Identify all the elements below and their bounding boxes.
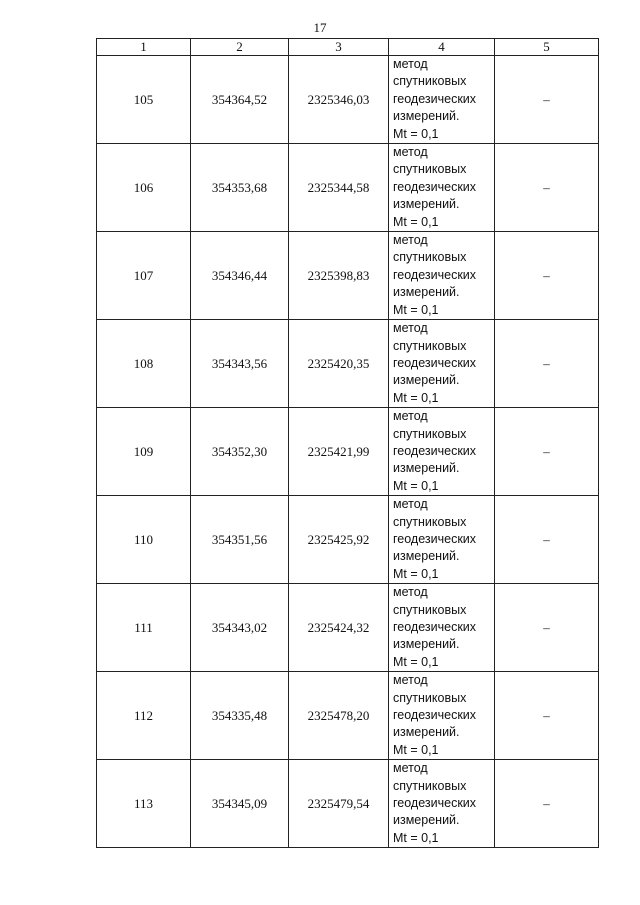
note-cell: – xyxy=(495,496,599,584)
method-line: спутниковых xyxy=(393,690,467,705)
method-cell xyxy=(389,584,495,672)
method-line: измерений. xyxy=(393,813,460,828)
method-line: измерений. xyxy=(393,109,460,124)
x-coordinate-cell: 354364,52 xyxy=(191,56,289,144)
method-cell xyxy=(389,144,495,232)
method-line: метод xyxy=(393,673,428,688)
table-body xyxy=(97,56,599,848)
x-coordinate-cell: 354345,09 xyxy=(191,760,289,848)
table-row xyxy=(97,56,599,144)
method-line: метод xyxy=(393,321,428,336)
column-header-2: 2 xyxy=(191,39,289,56)
method-line: Mt = 0,1 xyxy=(393,830,439,845)
note-cell: – xyxy=(495,408,599,496)
method-line: геодезических xyxy=(393,91,477,106)
column-header-4: 4 xyxy=(389,39,495,56)
method-line: геодезических xyxy=(393,179,477,194)
x-coordinate-cell: 354335,48 xyxy=(191,672,289,760)
table-row xyxy=(97,144,599,232)
method-line: спутниковых xyxy=(393,602,467,617)
column-header-3: 3 xyxy=(289,39,389,56)
method-line: спутниковых xyxy=(393,338,467,353)
point-number-cell: 109 xyxy=(97,408,191,496)
y-coordinate-cell: 2325478,20 xyxy=(289,672,389,760)
point-number-cell: 113 xyxy=(97,760,191,848)
method-line: Mt = 0,1 xyxy=(393,390,439,405)
coordinates-table xyxy=(96,38,599,848)
table-row xyxy=(97,672,599,760)
table-row xyxy=(97,496,599,584)
method-line: Mt = 0,1 xyxy=(393,214,439,229)
method-line: метод xyxy=(393,57,428,71)
table-row xyxy=(97,760,599,848)
point-number-cell: 107 xyxy=(97,232,191,320)
method-line: геодезических xyxy=(393,443,477,458)
method-line: геодезических xyxy=(393,355,477,370)
table-row xyxy=(97,232,599,320)
y-coordinate-cell: 2325420,35 xyxy=(289,320,389,408)
method-line: геодезических xyxy=(393,620,477,634)
method-line: Mt = 0,1 xyxy=(393,654,439,669)
header-row xyxy=(97,39,599,56)
method-line: метод xyxy=(393,233,428,248)
y-coordinate-cell: 2325398,83 xyxy=(289,232,389,320)
method-cell xyxy=(389,408,495,496)
y-coordinate-cell: 2325421,99 xyxy=(289,408,389,496)
note-cell: – xyxy=(495,320,599,408)
method-line: измерений. xyxy=(393,461,460,476)
table-row xyxy=(97,584,599,672)
method-line: метод xyxy=(393,585,428,600)
method-line: спутниковых xyxy=(393,426,467,441)
note-cell: – xyxy=(495,144,599,232)
method-line: спутниковых xyxy=(393,74,467,89)
point-number-cell: 111 xyxy=(97,584,191,672)
method-line: измерений. xyxy=(393,285,460,300)
table-row xyxy=(97,320,599,408)
method-cell xyxy=(389,56,495,144)
method-line: геодезических xyxy=(393,796,477,811)
note-cell: – xyxy=(495,232,599,320)
point-number-cell: 105 xyxy=(97,56,191,144)
y-coordinate-cell: 2325425,92 xyxy=(289,496,389,584)
method-line: Mt = 0,1 xyxy=(393,566,439,581)
method-line: измерений. xyxy=(393,373,460,388)
method-line: Mt = 0,1 xyxy=(393,126,439,141)
x-coordinate-cell: 354346,44 xyxy=(191,232,289,320)
method-line: Mt = 0,1 xyxy=(393,302,439,317)
method-cell xyxy=(389,760,495,848)
method-line: измерений. xyxy=(393,637,460,652)
point-number-cell: 112 xyxy=(97,672,191,760)
method-line: геодезических xyxy=(393,267,477,282)
method-line: геодезических xyxy=(393,531,477,546)
method-line: спутниковых xyxy=(393,250,467,265)
y-coordinate-cell: 2325424,32 xyxy=(289,584,389,672)
method-line: спутниковых xyxy=(393,514,467,529)
x-coordinate-cell: 354351,56 xyxy=(191,496,289,584)
point-number-cell: 110 xyxy=(97,496,191,584)
table-row xyxy=(97,408,599,496)
method-line: измерений. xyxy=(393,197,460,212)
note-cell: – xyxy=(495,584,599,672)
method-line: спутниковых xyxy=(393,778,467,793)
method-line: метод xyxy=(393,497,428,512)
y-coordinate-cell: 2325344,58 xyxy=(289,144,389,232)
x-coordinate-cell: 354343,02 xyxy=(191,584,289,672)
note-cell: – xyxy=(495,760,599,848)
point-number-cell: 106 xyxy=(97,144,191,232)
method-line: метод xyxy=(393,409,428,424)
note-cell: – xyxy=(495,56,599,144)
x-coordinate-cell: 354353,68 xyxy=(191,144,289,232)
method-line: метод xyxy=(393,761,428,776)
method-cell xyxy=(389,232,495,320)
y-coordinate-cell: 2325346,03 xyxy=(289,56,389,144)
point-number-cell: 108 xyxy=(97,320,191,408)
x-coordinate-cell: 354343,56 xyxy=(191,320,289,408)
page-number: 17 xyxy=(313,20,327,35)
method-line: измерений. xyxy=(393,725,460,740)
method-line: Mt = 0,1 xyxy=(393,742,439,757)
method-cell xyxy=(389,320,495,408)
method-line: метод xyxy=(393,145,428,160)
method-cell xyxy=(389,672,495,760)
x-coordinate-cell: 354352,30 xyxy=(191,408,289,496)
y-coordinate-cell: 2325479,54 xyxy=(289,760,389,848)
method-cell xyxy=(389,496,495,584)
column-header-5: 5 xyxy=(495,39,599,56)
column-header-1: 1 xyxy=(97,39,191,56)
method-line: спутниковых xyxy=(393,162,467,177)
method-line: измерений. xyxy=(393,549,460,564)
method-line: геодезических xyxy=(393,708,477,723)
method-line: Mt = 0,1 xyxy=(393,478,439,493)
note-cell: – xyxy=(495,672,599,760)
